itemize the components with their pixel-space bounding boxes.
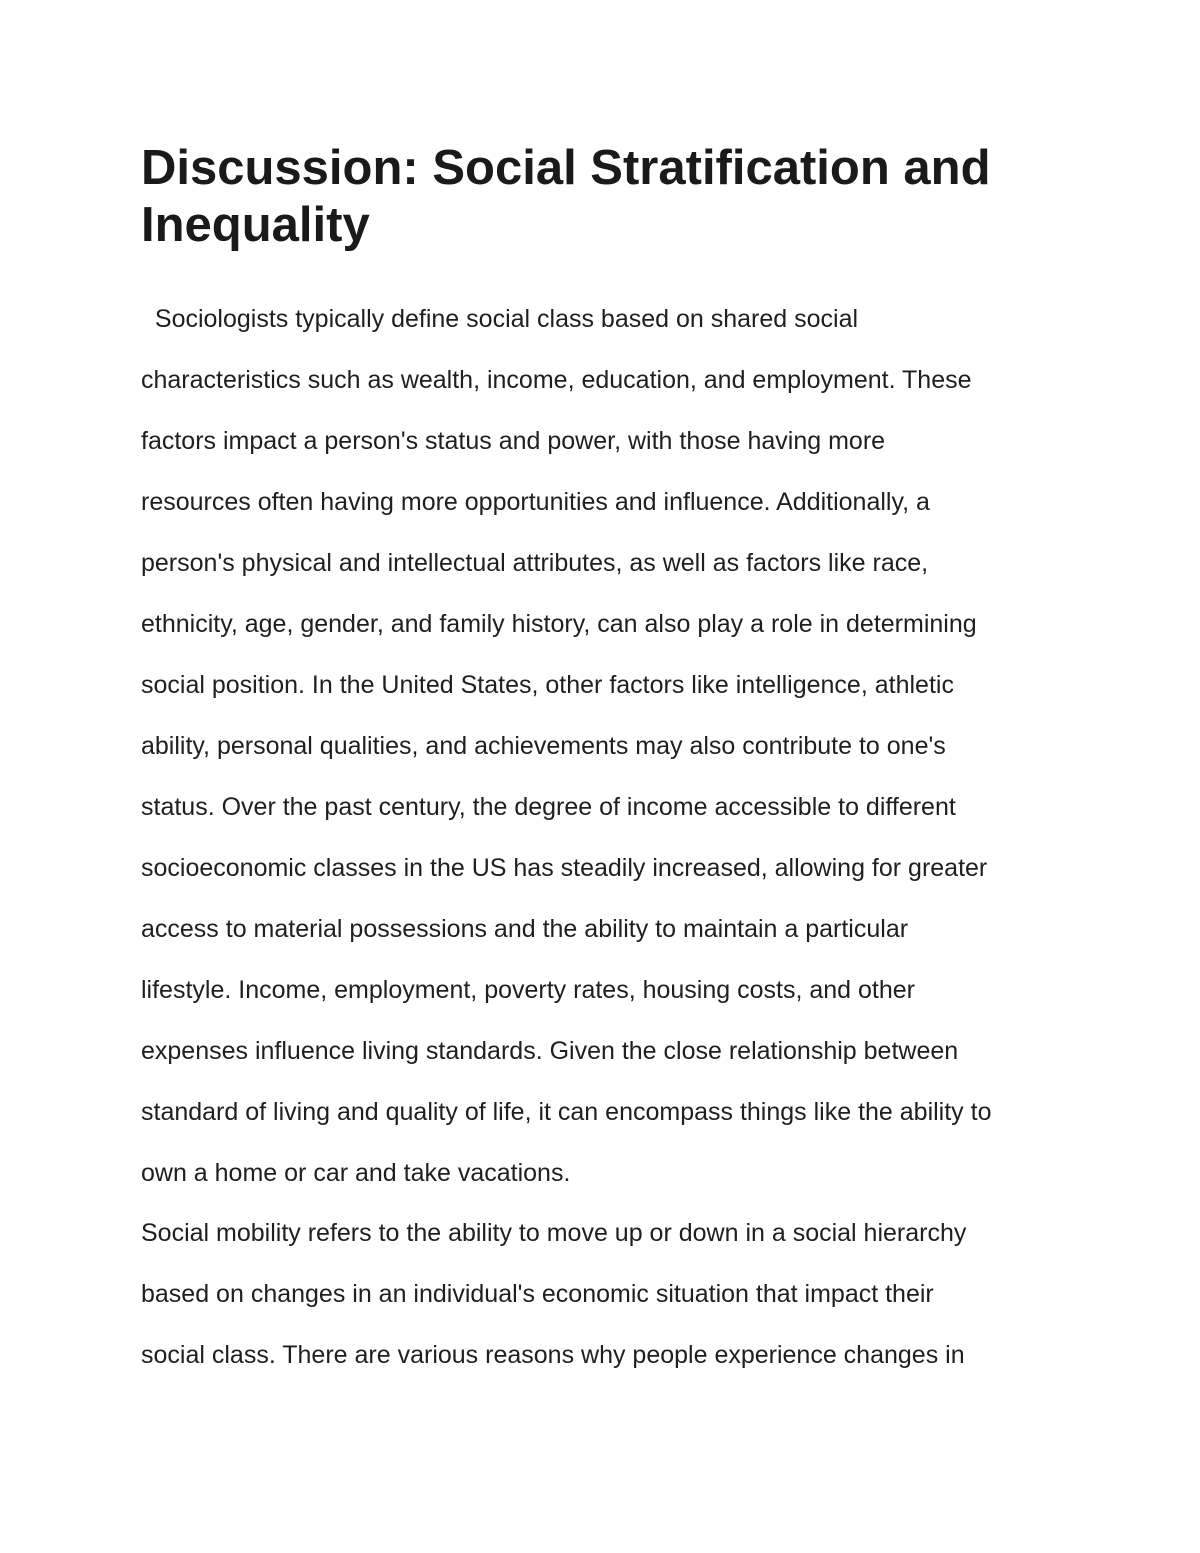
text-line: socioeconomic classes in the US has steadily increased, allowing for greater [141, 854, 988, 882]
text-line: lifestyle. Income, employment, poverty rates, housing costs, and other [141, 976, 915, 1004]
text-line: person's physical and intellectual attributes, as well as factors like race, [141, 549, 929, 577]
title-line: Inequality [141, 198, 370, 252]
paragraph-social-class [141, 289, 1071, 1204]
text-line: characteristics such as wealth, income, education, and employment. These [141, 366, 972, 394]
text-line: standard of living and quality of life, it can encompass things like the ability to [141, 1098, 992, 1126]
text-line: resources often having more opportunities and influence. Additionally, a [141, 488, 930, 516]
text-line: access to material possessions and the ability to maintain a particular [141, 915, 909, 943]
text-line: status. Over the past century, the degree of income accessible to different [141, 793, 956, 821]
page-title [141, 140, 1061, 254]
text-line: expenses influence living standards. Given the close relationship between [141, 1037, 959, 1065]
text-line: ability, personal qualities, and achievements may also contribute to one's [141, 732, 946, 760]
text-line: own a home or car and take vacations. [141, 1159, 571, 1187]
title-line: Discussion: Social Stratification and [141, 141, 991, 195]
text-line: social class. There are various reasons why people experience changes in [141, 1341, 965, 1369]
paragraph-social-mobility [141, 1203, 1071, 1386]
text-line: factors impact a person's status and power, with those having more [141, 427, 886, 455]
text-line: Social mobility refers to the ability to move up or down in a social hierarchy [141, 1219, 967, 1247]
text-line: social position. In the United States, other factors like intelligence, athletic [141, 671, 954, 699]
text-line: Sociologists typically define social class based on shared social [141, 305, 859, 333]
text-line: based on changes in an individual's economic situation that impact their [141, 1280, 934, 1308]
text-line: ethnicity, age, gender, and family history, can also play a role in determining [141, 610, 977, 638]
